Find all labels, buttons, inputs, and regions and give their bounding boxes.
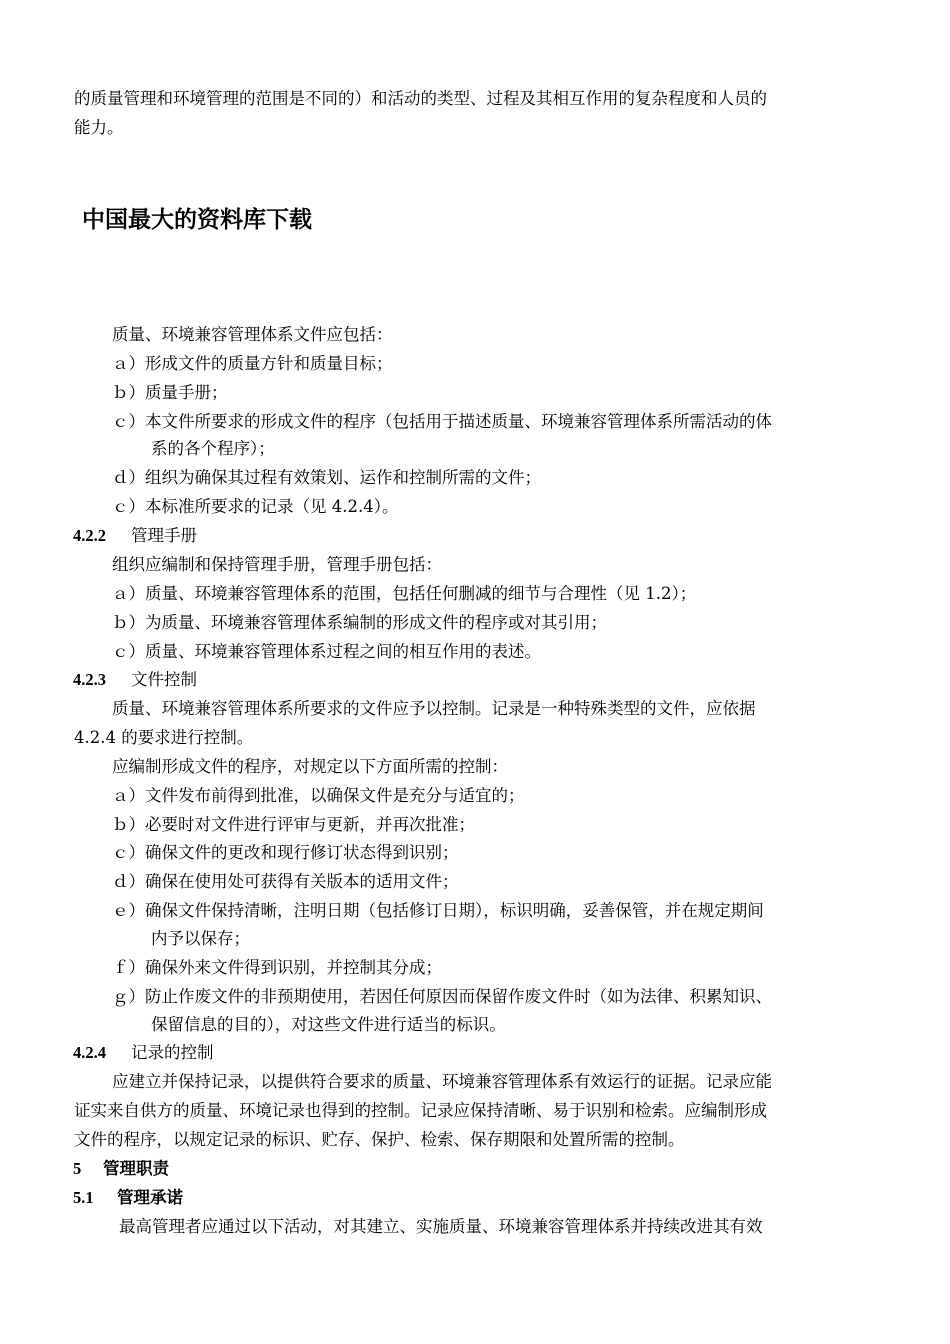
docs-list-item-e: ｃ）本标准所要求的记录（见 4.2.4）。 <box>112 497 399 516</box>
docs-list-item-b: ｂ）质量手册； <box>112 383 228 402</box>
s424-para-line1: 应建立并保持记录，以提供符合要求的质量、环境兼容管理体系有效运行的证据。记录应能 <box>112 1072 772 1091</box>
section-number: 4.2.3 <box>73 670 106 689</box>
section-number: 4.2.2 <box>73 526 106 545</box>
s423-item-e-line2: 内予以保存； <box>151 929 250 948</box>
docs-list-item-c-line2: 系的各个程序）； <box>151 439 275 458</box>
section-title: 管理手册 <box>131 526 197 545</box>
s423-item-f: ｆ）确保外来文件得到识别，并控制其分成； <box>112 958 442 977</box>
intro-line-1: 的质量管理和环境管理的范围是不同的）和活动的类型、过程及其相互作用的复杂程度和人员的 <box>74 89 767 108</box>
docs-list-item-a: ａ）形成文件的质量方针和质量目标； <box>112 354 393 373</box>
s423-lead: 应编制形成文件的程序，对规定以下方面所需的控制： <box>112 757 508 776</box>
s424-para-line3: 文件的程序，以规定记录的标识、贮存、保护、检索、保存期限和处置所需的控制。 <box>74 1130 685 1149</box>
s423-item-b: ｂ）必要时对文件进行评审与更新，并再次批准； <box>112 815 475 834</box>
section-4-2-3-heading <box>73 669 197 691</box>
s422-item-b: ｂ）为质量、环境兼容管理体系编制的形成文件的程序或对其引用； <box>112 613 607 632</box>
s423-item-e-line1: ｅ）确保文件保持清晰，注明日期（包括修订日期），标识明确，妥善保管，并在规定期间 <box>112 901 764 920</box>
s423-item-a: ａ）文件发布前得到批准，以确保文件是充分与适宜的； <box>112 786 525 805</box>
section-title: 记录的控制 <box>131 1043 214 1062</box>
s51-para-line1: 最高管理者应通过以下活动，对其建立、实施质量、环境兼容管理体系并持续改进其有效 <box>119 1217 763 1236</box>
section-5-1-heading <box>73 1187 183 1209</box>
docs-list-item-c-line1: ｃ）本文件所要求的形成文件的程序（包括用于描述质量、环境兼容管理体系所需活动的体 <box>112 412 772 431</box>
s423-para1-line1: 质量、环境兼容管理体系所要求的文件应予以控制。记录是一种特殊类型的文件，应依据 <box>112 699 756 718</box>
section-number: 4.2.4 <box>73 1043 106 1062</box>
s423-para1-line2: 4.2.4 的要求进行控制。 <box>74 728 254 747</box>
section-5-heading <box>73 1158 169 1180</box>
s422-item-a: ａ）质量、环境兼容管理体系的范围，包括任何删减的细节与合理性（见 1.2）； <box>112 584 697 603</box>
s422-lead: 组织应编制和保持管理手册，管理手册包括： <box>112 555 442 574</box>
docs-list-lead: 质量、环境兼容管理体系文件应包括： <box>112 325 393 344</box>
s424-para-line2: 证实来自供方的质量、环境记录也得到的控制。记录应保持清晰、易于识别和检索。应编制形成 <box>74 1101 767 1120</box>
section-title: 文件控制 <box>131 670 197 689</box>
docs-list-item-d: ｄ）组织为确保其过程有效策划、运作和控制所需的文件； <box>112 468 541 487</box>
intro-line-2: 能力。 <box>74 118 124 137</box>
s423-item-g-line2: 保留信息的目的），对这些文件进行适当的标识。 <box>151 1015 506 1034</box>
s422-item-c: ｃ）质量、环境兼容管理体系过程之间的相互作用的表述。 <box>112 642 541 661</box>
s423-item-c: ｃ）确保文件的更改和现行修订状态得到识别； <box>112 843 459 862</box>
section-4-2-2-heading <box>73 525 197 547</box>
section-4-2-4-heading <box>73 1042 214 1064</box>
s423-item-g-line1: ｇ）防止作废文件的非预期使用，若因任何原因而保留作废文件时（如为法律、积累知识、 <box>112 987 772 1006</box>
s423-item-d: ｄ）确保在使用处可获得有关版本的适用文件； <box>112 872 459 891</box>
section-number: 5.1 <box>73 1188 94 1207</box>
section-number: 5 <box>73 1159 82 1178</box>
banner-heading: 中国最大的资料库下载 <box>82 207 312 233</box>
section-title: 管理职责 <box>103 1159 169 1178</box>
section-title: 管理承诺 <box>117 1188 183 1207</box>
